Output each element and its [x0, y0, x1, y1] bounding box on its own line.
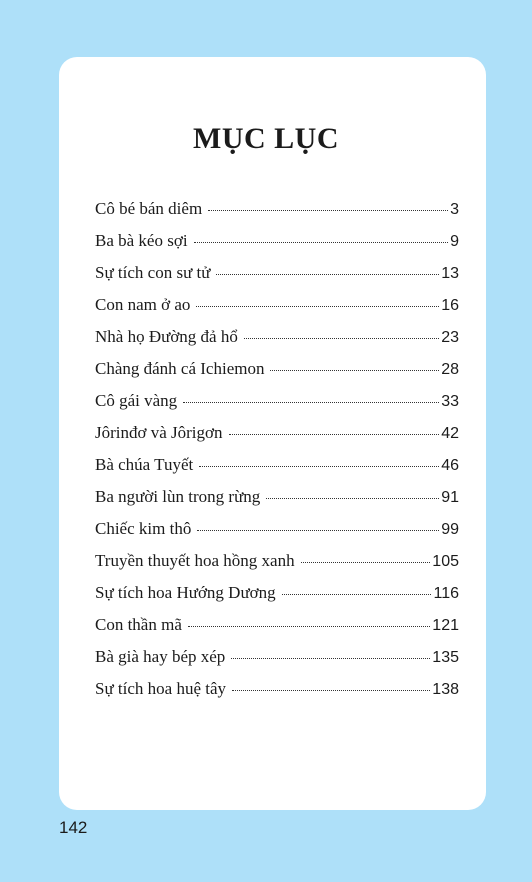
toc-entry-title: Sự tích hoa huệ tây	[95, 679, 227, 698]
leader-dots	[266, 498, 439, 499]
leader-dots	[183, 402, 439, 403]
page-number: 142	[59, 818, 88, 837]
toc-entry[interactable]	[95, 678, 459, 710]
toc-entry-page: 42	[441, 425, 459, 442]
toc-entry-title: Cô bé bán diêm	[95, 199, 203, 218]
leader-dots	[194, 242, 449, 243]
toc-entry-title: Sự tích con sư tử	[95, 263, 211, 282]
toc-entry-page: 105	[432, 553, 459, 570]
toc-entry[interactable]	[95, 454, 459, 486]
leader-dots	[229, 434, 440, 435]
toc-entry-title: Sự tích hoa Hướng Dương	[95, 583, 276, 602]
toc-entry[interactable]	[95, 198, 459, 230]
toc-entry[interactable]	[95, 262, 459, 294]
toc-entry-page: 3	[450, 201, 459, 218]
toc-entry-title: Ba bà kéo sợi	[95, 231, 188, 250]
toc-entry-page: 99	[441, 521, 459, 538]
toc-entry-title: Con thần mã	[95, 615, 182, 634]
toc-entry-page: 16	[441, 297, 459, 314]
toc-entry-page: 116	[433, 585, 459, 602]
toc-entry-page: 138	[432, 681, 459, 698]
toc-entry[interactable]	[95, 614, 459, 646]
toc-entry-title: Con nam ở ao	[95, 295, 191, 314]
leader-dots	[216, 274, 439, 275]
toc-entry-page: 46	[441, 457, 459, 474]
toc-entry[interactable]	[95, 326, 459, 358]
toc-entry-page: 13	[441, 265, 459, 282]
toc-entry[interactable]	[95, 358, 459, 390]
toc-entry-title: Nhà họ Đường đả hổ	[95, 327, 238, 346]
toc-entry-title: Ba người lùn trong rừng	[95, 487, 261, 506]
toc-entry-page: 9	[450, 233, 459, 250]
leader-dots	[199, 466, 439, 467]
toc-entry-page: 33	[441, 393, 459, 410]
toc-entry-page: 121	[432, 617, 459, 634]
page-title: MỤC LỤC	[193, 122, 339, 155]
leader-dots	[232, 690, 430, 691]
toc-entry-page: 91	[441, 489, 459, 506]
leader-dots	[282, 594, 432, 595]
leader-dots	[244, 338, 439, 339]
leader-dots	[196, 306, 439, 307]
toc-entry-title: Truyền thuyết hoa hồng xanh	[95, 551, 295, 570]
leader-dots	[301, 562, 431, 563]
toc-entry-title: Bà già hay bép xép	[95, 647, 226, 666]
toc-entry[interactable]	[95, 646, 459, 678]
toc-entry-title: Bà chúa Tuyết	[95, 455, 194, 474]
toc-entry[interactable]	[95, 294, 459, 326]
toc-entry-title: Chàng đánh cá Ichiemon	[95, 359, 265, 378]
toc-entry-page: 135	[432, 649, 459, 666]
leader-dots	[188, 626, 430, 627]
toc-entry[interactable]	[95, 582, 459, 614]
toc-entry-title: Cô gái vàng	[95, 391, 178, 410]
toc-entry[interactable]	[95, 230, 459, 262]
toc-entry[interactable]	[95, 390, 459, 422]
toc-entry-page: 28	[441, 361, 459, 378]
toc-entry[interactable]	[95, 518, 459, 550]
toc-entry-page: 23	[441, 329, 459, 346]
toc-entry[interactable]	[95, 486, 459, 518]
toc-entry-title: Jôrinđơ và Jôrigơn	[95, 423, 223, 442]
leader-dots	[197, 530, 439, 531]
toc-entry[interactable]	[95, 422, 459, 454]
leader-dots	[270, 370, 439, 371]
table-of-contents	[95, 198, 459, 710]
toc-entry[interactable]	[95, 550, 459, 582]
toc-entry-title: Chiếc kim thô	[95, 519, 192, 538]
leader-dots	[231, 658, 430, 659]
leader-dots	[208, 210, 448, 211]
